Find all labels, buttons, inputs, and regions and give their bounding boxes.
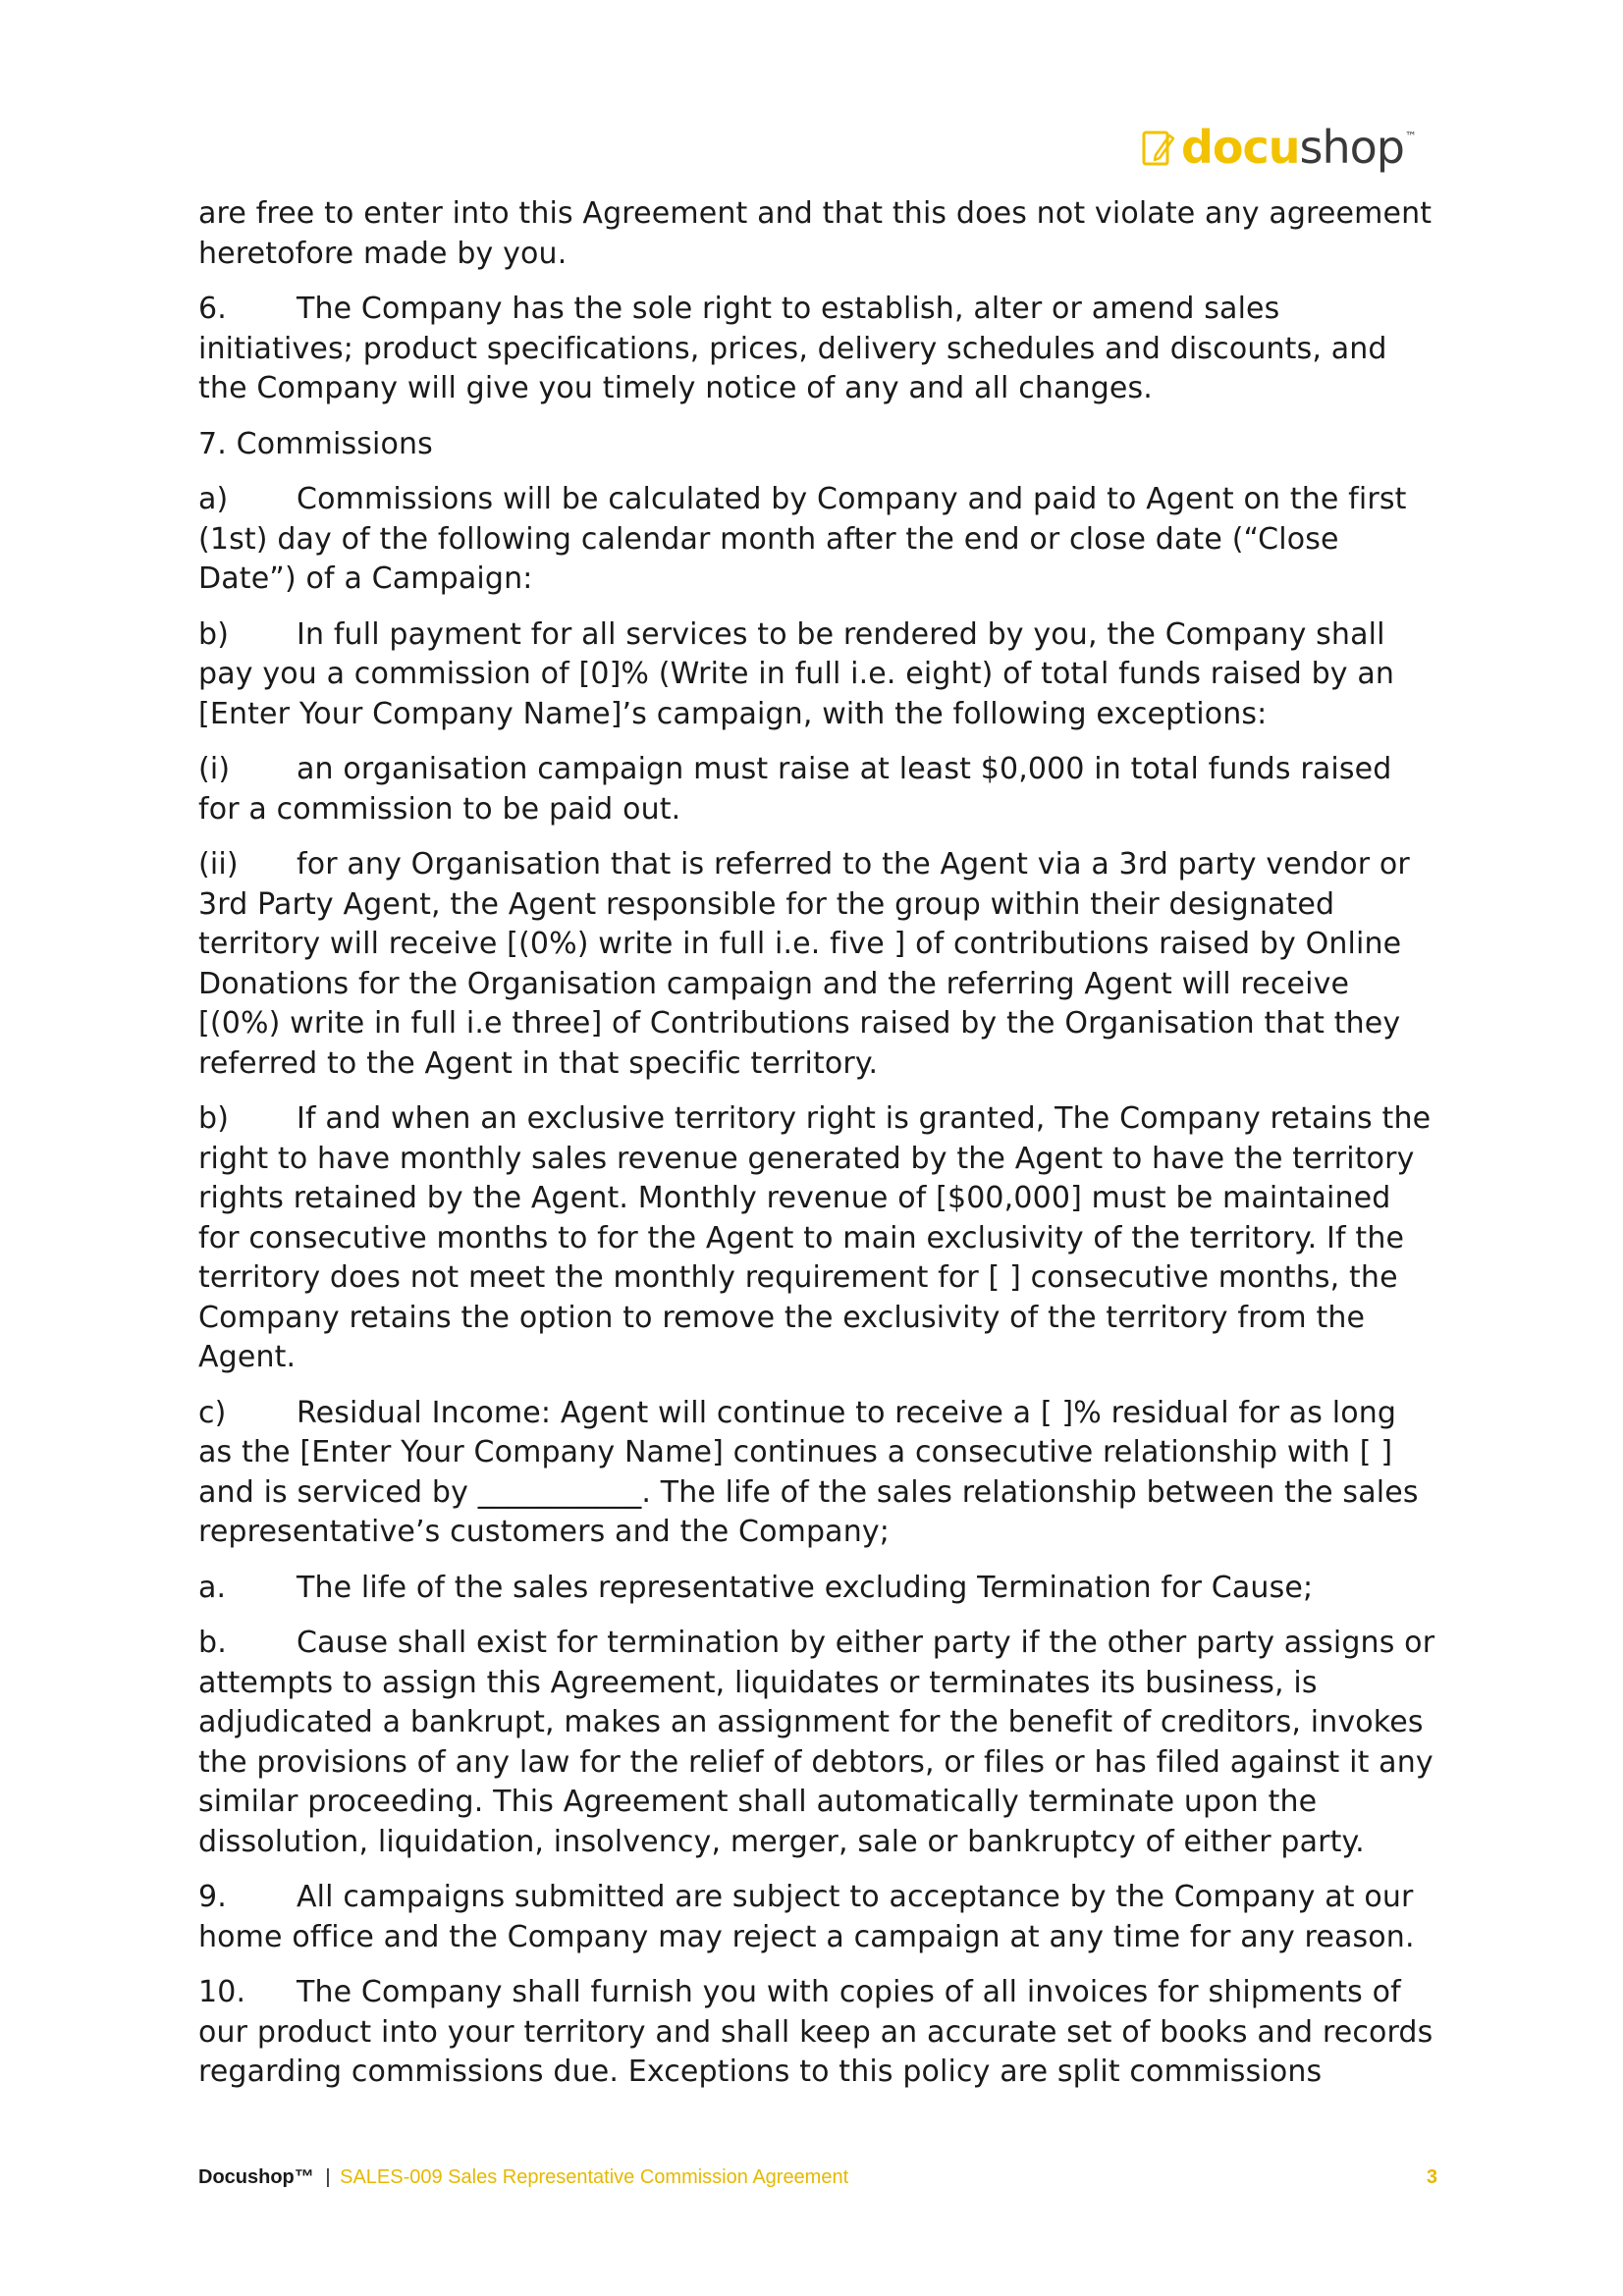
footer-brand: Docushop™ bbox=[198, 2166, 314, 2188]
logo-docu: docu bbox=[1181, 121, 1300, 174]
clause-b bbox=[198, 615, 1437, 735]
clause-b-cause bbox=[198, 1624, 1437, 1862]
clause-text: Commissions will be calculated by Company and paid to Agent on the first (1st) day of the following calendar month after the end or close date (“Close Date”) of a Campaign: bbox=[198, 482, 1407, 596]
clause-a-life bbox=[198, 1569, 1437, 1609]
agreement-body bbox=[198, 194, 1437, 2109]
clause-text: All campaigns submitted are subject to acceptance by the Company at our home office and the Company may reject a campaign at any time for any reason. bbox=[198, 1880, 1415, 1954]
clause-a bbox=[198, 480, 1437, 600]
clause-number: 6. bbox=[198, 292, 227, 326]
footer-left bbox=[198, 2166, 848, 2189]
clause-i bbox=[198, 750, 1437, 829]
clause-number: 10. bbox=[198, 1975, 246, 2009]
clause-text: The Company has the sole right to establish, alter or amend sales initiatives; product specifications, prices, delivery schedules and discounts, and the Company will give you timely notice of any and all changes. bbox=[198, 292, 1387, 405]
logo-trademark: ™ bbox=[1405, 130, 1417, 143]
clause-text: The life of the sales representative excluding Termination for Cause; bbox=[297, 1570, 1314, 1605]
clause-text: for any Organisation that is referred to the Agent via a 3rd party vendor or 3rd Party Agent, the Agent responsible for the group within their designated territory will receive [(0%) write in full i.e. five ] of contributions raised by Online Donations for the Organisation campaign and the referring Agent will receive [(0%) write in full i.e three] of Contributions raised by the Organisation that they referred to the Agent in that specific territory. bbox=[198, 847, 1410, 1081]
page-number: 3 bbox=[1426, 2166, 1437, 2188]
clause-text: The Company shall furnish you with copies of all invoices for shipments of our product into your territory and shall keep an accurate set of books and records regarding commissions due. Exceptions to this policy are split commissions bbox=[198, 1975, 1434, 2089]
clause-9 bbox=[198, 1878, 1437, 1957]
clause-6 bbox=[198, 290, 1437, 409]
clause-text: an organisation campaign must raise at least $0,000 in total funds raised for a commission to be paid out. bbox=[198, 752, 1392, 827]
clause-number: 9. bbox=[198, 1880, 227, 1914]
clause-number: b. bbox=[198, 1626, 227, 1660]
clause-b-territory bbox=[198, 1099, 1437, 1378]
clause-ii bbox=[198, 845, 1437, 1084]
docushop-logo bbox=[1142, 120, 1416, 175]
clause-number: a) bbox=[198, 482, 229, 516]
paragraph-continuation bbox=[198, 194, 1437, 274]
clause-number: (i) bbox=[198, 752, 231, 786]
section-heading-text: 7. Commissions bbox=[198, 426, 433, 461]
clause-number: b) bbox=[198, 616, 230, 652]
clause-text: In full payment for all services to be rendered by you, the Company shall pay you a commission of [0]% (Write in full i.e. eight) of total funds raised by an [Enter Your Company Name]’s campaign, with the following exceptions: bbox=[198, 616, 1395, 731]
clause-number: (ii) bbox=[198, 847, 239, 881]
footer-separator: | bbox=[325, 2166, 331, 2188]
clause-text: Residual Income: Agent will continue to receive a [ ]% residual for as long as the [Enter Your Company Name] continues a consecutive relationship with [ ] and is serviced by ___________. The life of the sales relationship between the sales representative’s customers and the Company; bbox=[198, 1395, 1419, 1549]
paragraph-text: are free to enter into this Agreement and that this does not violate any agreement heretofore made by you. bbox=[198, 196, 1433, 271]
clause-text: Cause shall exist for termination by either party if the other party assigns or attempts to assign this Agreement, liquidates or terminates its business, is adjudicated a bankrupt, makes an assignment for the benefit of creditors, invokes the provisions of any law for the relief of debtors, or files or has filed against it any similar proceeding. This Agreement shall automatically terminate upon the dissolution, liquidation, insolvency, merger, sale or bankruptcy of either party. bbox=[198, 1626, 1435, 1859]
section-heading-commissions bbox=[198, 425, 1437, 465]
document-pencil-icon bbox=[1142, 128, 1175, 167]
clause-number: c) bbox=[198, 1395, 227, 1430]
footer-document-title: SALES-009 Sales Representative Commission Agreement bbox=[340, 2166, 849, 2188]
clause-number: b) bbox=[198, 1101, 230, 1136]
clause-10 bbox=[198, 1973, 1437, 2093]
clause-c-residual bbox=[198, 1394, 1437, 1553]
logo-shop: shop bbox=[1299, 121, 1405, 174]
page-footer bbox=[198, 2166, 1437, 2189]
clause-text: If and when an exclusive territory right is granted, The Company retains the right to have monthly sales revenue generated by the Agent to have the territory rights retained by the Agent. Monthly revenue of [$00,000] must be maintained for consecutive months to for the Agent to main exclusivity of the territory. If the territory does not meet the monthly requirement for [ ] consecutive months, the Company retains the option to remove the exclusivity of the territory from the Agent. bbox=[198, 1101, 1432, 1374]
clause-number: a. bbox=[198, 1570, 227, 1605]
logo-wordmark bbox=[1181, 121, 1417, 174]
